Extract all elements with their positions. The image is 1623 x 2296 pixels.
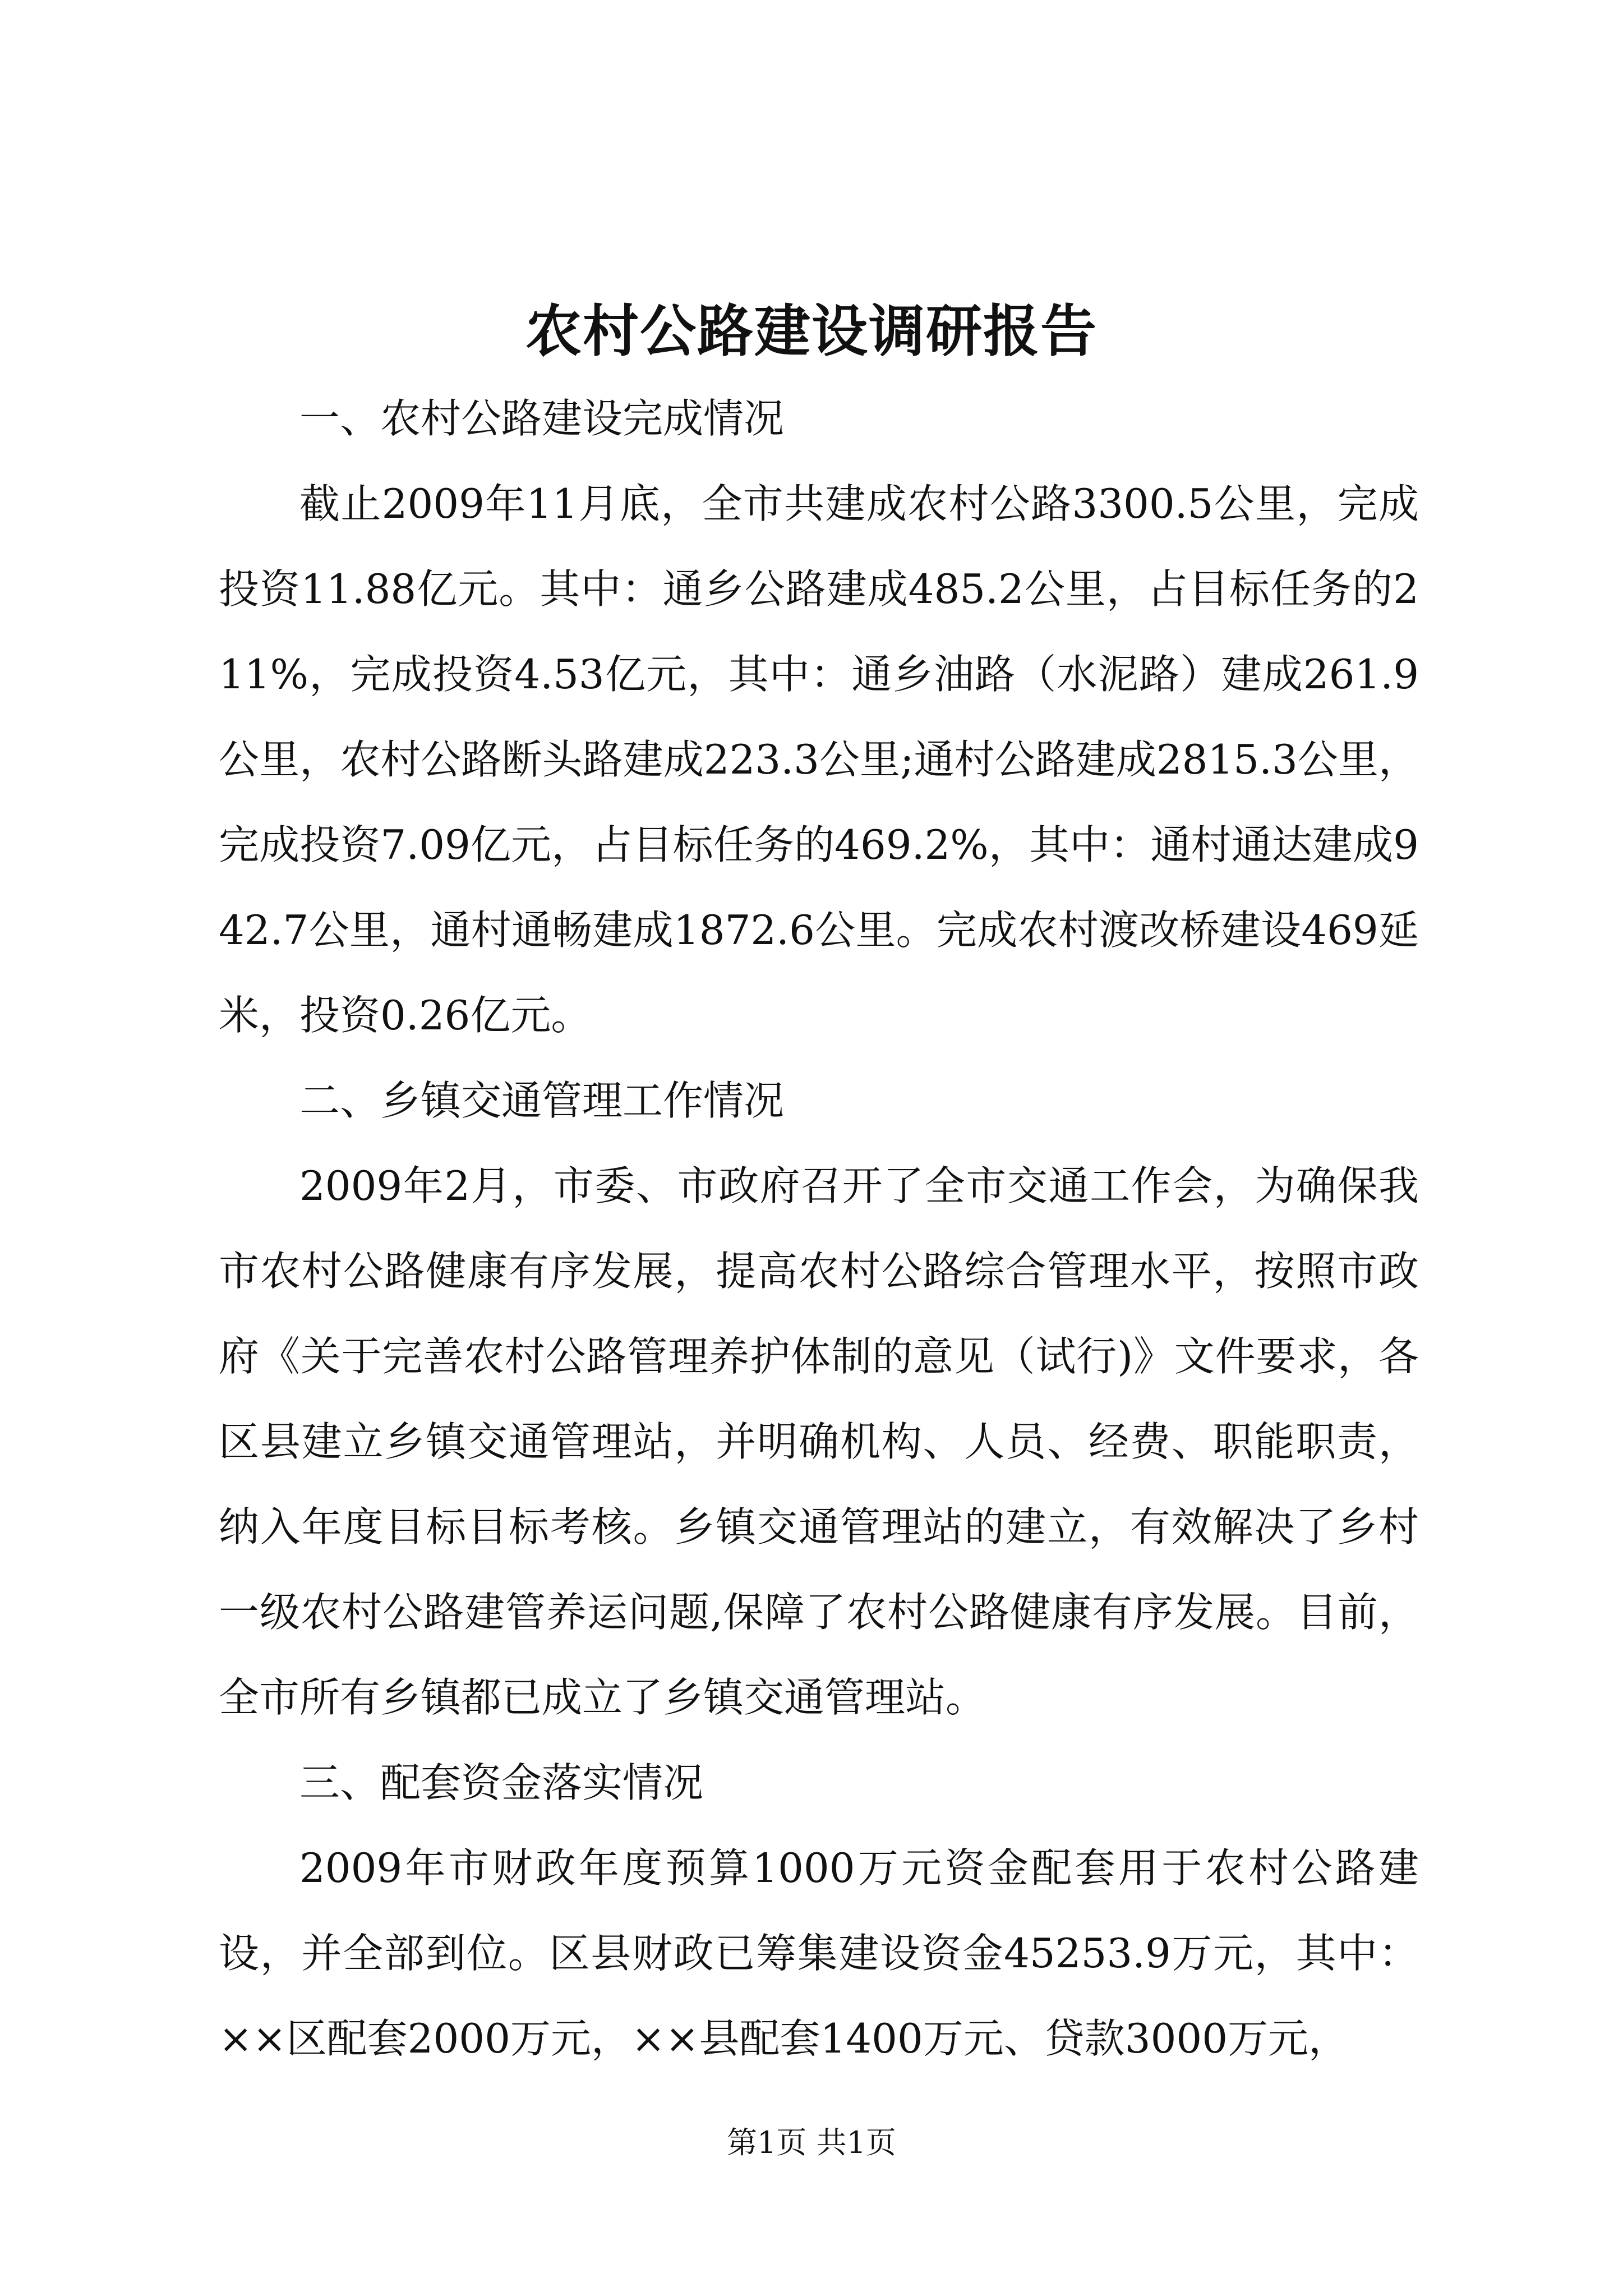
section-paragraph-1: 截止2009年11月底，全市共建成农村公路3300.5公里，完成投资11.88亿元。其中：通乡公路建成485.2公里，占目标任务的211%，完成投资4.53亿元，其中：通乡油路（水泥路）建成261.9公里，农村公路断头路建成223.3公里;通村公路建成2815.3公里，完成投资7.09亿元，占目标任务的469.2%，其中：通村通达建成942.7公里，通村通畅建成1872.6公里。完成农村渡改桥建设469延米，投资0.26亿元。 <box>219 480 1419 1039</box>
page-footer: 第1页 共1页 <box>727 2125 896 2160</box>
section-heading-3: 三、配套资金落实情况 <box>299 1759 704 1806</box>
section-heading-2: 二、乡镇交通管理工作情况 <box>299 1077 785 1124</box>
document-body <box>219 376 1419 2081</box>
document-title: 农村公路建设调研报告 <box>525 298 1098 364</box>
section-heading-1: 一、农村公路建设完成情况 <box>299 395 785 442</box>
section-paragraph-3: 2009年市财政年度预算1000万元资金配套用于农村公路建设，并全部到位。区县财政已筹集建设资金45253.9万元，其中：××区配套2000万元，××县配套1400万元、贷款3000万元， <box>219 1844 1419 2062</box>
section-paragraph-2: 2009年2月，市委、市政府召开了全市交通工作会，为确保我市农村公路健康有序发展，提高农村公路综合管理水平，按照市政府《关于完善农村公路管理养护体制的意见（试行)》文件要求，各区县建立乡镇交通管理站，并明确机构、人员、经费、职能职责，纳入年度目标目标考核。乡镇交通管理站的建立，有效解决了乡村一级农村公路建管养运问题,保障了农村公路健康有序发展。目前，全市所有乡镇都已成立了乡镇交通管理站。 <box>219 1162 1419 1721</box>
